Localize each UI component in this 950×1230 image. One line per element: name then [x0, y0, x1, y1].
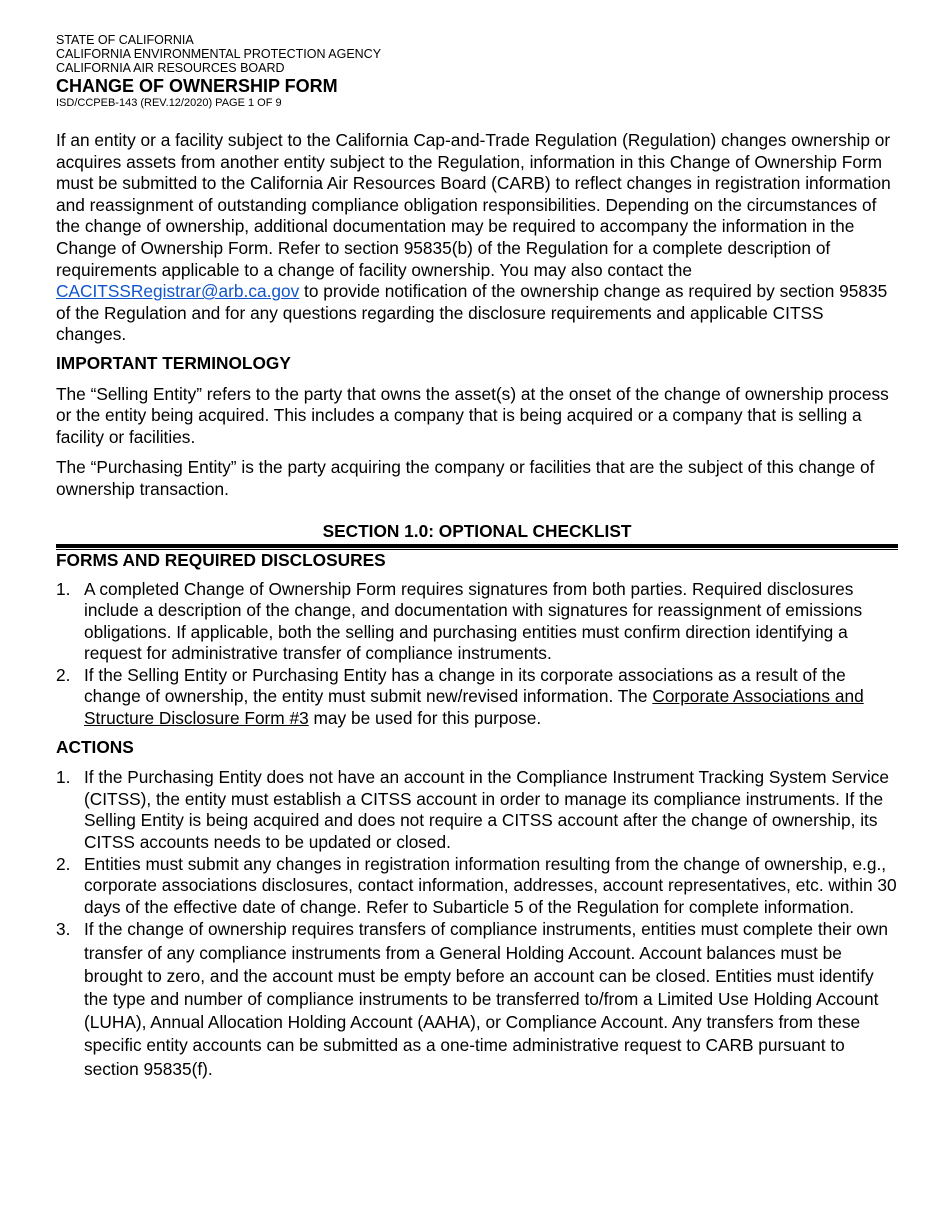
forms-list — [56, 579, 898, 730]
form-header — [56, 33, 381, 110]
intro-text-end: to provide notification of the ownership change as required by section 95835 of the Regulation and for any questions regarding the disclosure requirements and applicable CITSS changes. — [56, 281, 888, 345]
list-item-text: If the Purchasing Entity does not have an account in the Compliance Instrument Tracking System Service (CITSS), the entity must establish a CITSS account in order to manage its compliance instruments. If the Selling Entity is being acquired and does not require a CITSS account after the change of ownership, its CITSS accounts needs to be updated or closed. — [84, 767, 889, 853]
actions-list — [56, 767, 898, 1081]
list-item — [56, 579, 898, 665]
list-number: 3. — [56, 919, 71, 940]
selling-entity-definition: The “Selling Entity” refers to the party that owns the asset(s) at the onset of the change of ownership process or the entity being acquired. This includes a company that is being acquired or a company that is selling a facility or facilities. — [56, 383, 889, 447]
header-agency: CALIFORNIA ENVIRONMENTAL PROTECTION AGENCY — [56, 47, 382, 61]
intro-text-start: If an entity or a facility subject to the California Cap-and-Trade Regulation (Regulation) changes ownership or acquires assets from another entity subject to the Regulation, information in this Change of Ownership Form must be submitted to the California Air Resources Board (CARB) to reflect changes in registration information and reassignment of outstanding compliance obligation responsibilities. Depending on the circumstances of the change of ownership, additional documentation may be required to accompany the information in the Change of Ownership Form. Refer to section 95835(b) of the Regulation for a complete description of requirements applicable to a change of facility ownership. You may also contact the — [56, 130, 891, 280]
list-item-text: If the change of ownership requires transfers of compliance instruments, entities must complete their own transfer of any compliance instruments from a General Holding Account. Account balances must be brought to zero, and the account must be empty before an account can be closed. Entities must identify the type and number of compliance instruments to be transferred to/from a Limited Use Holding Account (LUHA), Annual Allocation Holding Account (AAHA), or Compliance Account. Any transfers from these specific entity accounts can be submitted as a one-time administrative request to CARB pursuant to section 95835(f). — [84, 919, 888, 1079]
terminology-heading: IMPORTANT TERMINOLOGY — [56, 352, 291, 373]
section-divider-thick — [56, 544, 898, 548]
purchasing-entity-definition: The “Purchasing Entity” is the party acquiring the company or facilities that are the subject of this change of ownership transaction. — [56, 457, 875, 499]
header-board: CALIFORNIA AIR RESOURCES BOARD — [56, 61, 285, 75]
list-item-text: A completed Change of Ownership Form requires signatures from both parties. Required disclosures include a description of the change, and documentation with signatures for reassignment of emissions obligations. If applicable, both the selling and purchasing entities must confirm direction identifying a request for administrative transfer of compliance instruments. — [84, 578, 863, 664]
list-item — [56, 665, 898, 730]
disclosure-form-3-link[interactable]: Corporate Associations and Structure Disclosure Form #3 — [84, 686, 864, 729]
list-item-text: may be used for this purpose. — [308, 708, 542, 729]
intro-paragraph — [56, 130, 898, 346]
header-state: STATE OF CALIFORNIA — [56, 33, 194, 47]
form-body — [56, 130, 898, 1088]
list-number: 1. — [56, 578, 71, 599]
list-number: 1. — [56, 767, 71, 788]
list-item-text: If the Selling Entity or Purchasing Entity has a change in its corporate associations as a result of the change of ownership, the entity must submit new/revised information. The — [84, 664, 846, 707]
form-id: ISD/CCPEB-143 (REV.12/2020) PAGE 1 OF 9 — [56, 97, 282, 109]
actions-heading: ACTIONS — [56, 736, 134, 757]
registrar-email-link[interactable]: CACITSSRegistrar@arb.ca.gov — [56, 281, 300, 302]
list-item — [56, 918, 898, 1080]
list-item — [56, 854, 898, 919]
section-title: SECTION 1.0: OPTIONAL CHECKLIST — [322, 520, 632, 541]
forms-heading: FORMS AND REQUIRED DISCLOSURES — [56, 549, 386, 570]
list-number: 2. — [56, 853, 71, 874]
list-number: 2. — [56, 664, 71, 685]
list-item — [56, 767, 898, 853]
list-item-text: Entities must submit any changes in registration information resulting from the change of ownership, e.g., corporate associations disclosures, contact information, addresses, account representatives, etc. within 30 days of the effective date of change. Refer to Subarticle 5 of the Regulation for complete information. — [84, 853, 897, 917]
form-title: CHANGE OF OWNERSHIP FORM — [56, 76, 338, 96]
